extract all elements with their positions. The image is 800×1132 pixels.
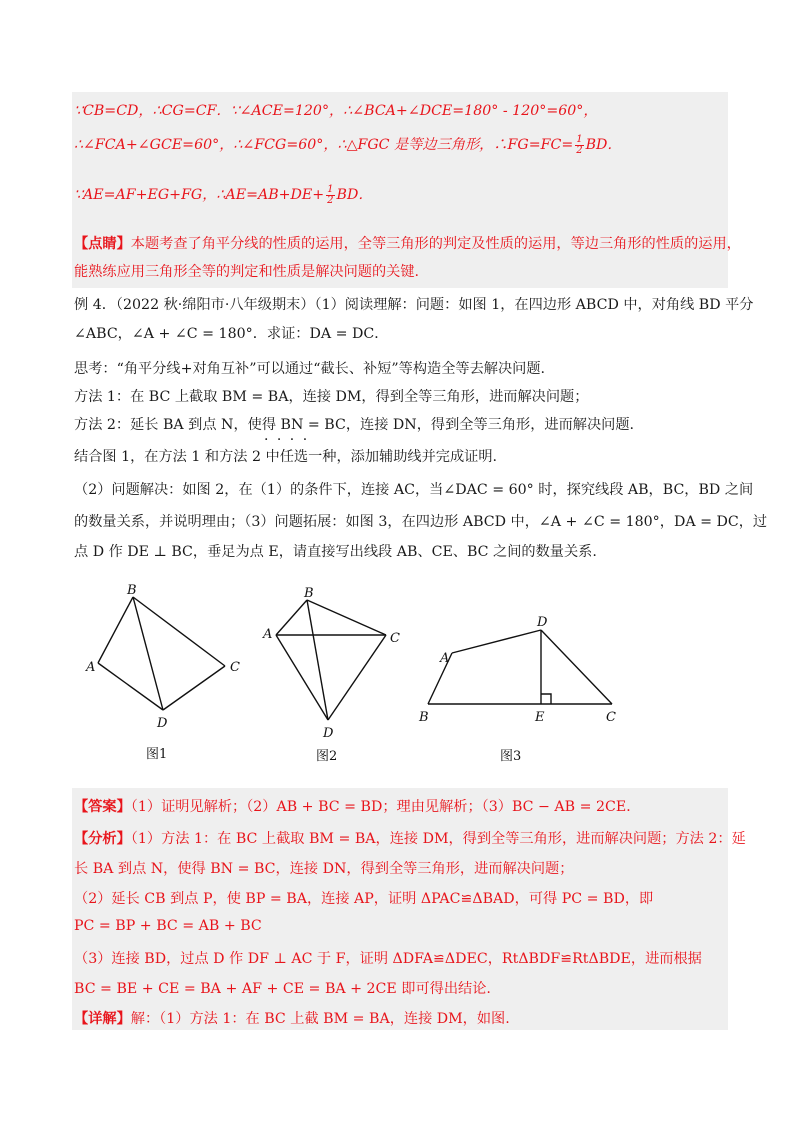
comment-line-2: 能熟练应用三角形全等的判定和性质是解决问题的关键. (74, 264, 420, 280)
top-line-2-text: ∴∠FCA+∠GCE=60°，∴∠FCG=60°，∴△FGC 是等边三角形，∴FG=FC= (74, 137, 574, 153)
analysis-line-4: PC = BP + BC = AB + BC (74, 918, 262, 934)
fig1-label-b: B (127, 583, 137, 598)
problem-line-8: 的数量关系，并说明理由；（3）问题拓展：如图 3，在四边形 ABCD 中，∠A + ∠C = 180°，DA = DC，过 (74, 514, 768, 530)
fig2-label-d: D (323, 726, 334, 741)
detail-text: 解：（1）方法 1：在 BC 上截 BM = BA，连接 DM，如图. (130, 1011, 510, 1027)
figure-3 (428, 630, 612, 704)
detail-label: 【详解】 (74, 1011, 131, 1027)
analysis-line-3: （2）延长 CB 到点 P，使 BP = BA，连接 AP，证明 ΔPAC≌ΔBAD，可得 PC = BD，即 (74, 891, 654, 907)
analysis-label: 【分析】 (74, 831, 131, 847)
fig3-caption: 图3 (500, 749, 522, 764)
analysis-line-2: 长 BA 到点 N，使得 BN = BC，连接 DN，得到全等三角形，进而解决问题； (74, 861, 574, 877)
top-line-3-text: ∵AE=AF+EG+FG，∴AE=AB+DE+ (74, 187, 325, 203)
fig3-label-c: C (606, 710, 616, 725)
comment-label: 【点睛】 (74, 236, 131, 252)
problem-line-9: 点 D 作 DE ⊥ BC，垂足为点 E，请直接写出线段 AB、CE、BC 之间的数量关系. (74, 544, 597, 560)
emphasis-dots: · · · · (264, 432, 310, 448)
fig2-label-c: C (390, 631, 400, 646)
fig3-label-d: D (537, 615, 548, 630)
analysis-line-6: BC = BE + CE = BA + AF + CE = BA + 2CE 即可得出结论. (74, 981, 491, 997)
answer-label: 【答案】 (74, 799, 131, 815)
fig2-caption: 图2 (316, 749, 338, 764)
problem-line-5: 方法 2：延长 BA 到点 N，使得 BN = BC，连接 DN，得到全等三角形，进而解决问题. (74, 417, 635, 433)
figures-svg (0, 580, 800, 780)
comment-line-1 (74, 233, 741, 253)
top-line-2-end: BD． (585, 137, 622, 153)
fraction-half: $\frac{1}{2}$ (576, 133, 583, 156)
problem-line-7: （2）问题解决：如图 2，在（1）的条件下，连接 AC，当∠DAC = 60° 时，探究线段 AB，BC，BD 之间 (74, 482, 754, 498)
top-line-3-end: BD． (336, 187, 373, 203)
analysis-line-5: （3）连接 BD，过点 D 作 DF ⊥ AC 于 F，证明 ΔDFA≌ΔDEC，RtΔBDF≌RtΔBDE，进而根据 (74, 951, 702, 967)
fig1-label-c: C (230, 660, 240, 675)
problem-line-3: 思考：“角平分线+对角互补”可以通过“截长、补短”等构造全等去解决问题. (74, 361, 546, 377)
fig3-label-a: A (440, 651, 450, 666)
detail-line (74, 1008, 510, 1028)
top-line-2 (74, 134, 622, 156)
fig3-label-b: B (419, 710, 429, 725)
answer-line (74, 796, 640, 816)
fig1-caption: 图1 (146, 747, 168, 762)
top-line-3 (74, 184, 373, 206)
figure-1 (98, 597, 225, 710)
problem-line-2: ∠ABC，∠A + ∠C = 180°．求证：DA = DC． (74, 326, 389, 342)
answer-text: （1）证明见解析；（2）AB + BC = BD；理由见解析；（3）BC − AB = 2CE． (130, 799, 641, 815)
fig2-label-a: A (263, 627, 273, 642)
fig3-label-e: E (535, 710, 545, 725)
problem-line-6: 结合图 1，在方法 1 和方法 2 中任选一种，添加辅助线并完成证明. (74, 449, 498, 465)
problem-line-1: 例 4．（2022 秋·绵阳市·八年级期末）（1）阅读理解：问题：如图 1，在四边形 ABCD 中，对角线 BD 平分 (74, 297, 754, 313)
figure-2 (276, 600, 386, 720)
top-line-1: ∵CB=CD，∴CG=CF．∵∠ACE=120°，∴∠BCA+∠DCE=180° - 120°=60°， (74, 103, 598, 119)
fig2-label-b: B (304, 586, 314, 601)
fig1-label-a: A (86, 660, 96, 675)
problem-line-4: 方法 1：在 BC 上截取 BM = BA，连接 DM，得到全等三角形，进而解决问题； (74, 389, 589, 405)
comment-text-1: 本题考查了角平分线的性质的运用，全等三角形的判定及性质的运用，等边三角形的性质的运用， (130, 236, 741, 252)
fraction-half-2: $\frac{1}{2}$ (327, 183, 334, 206)
fig1-label-d: D (157, 716, 168, 731)
analysis-text-1: （1）方法 1：在 BC 上截取 BM = BA，连接 DM，得到全等三角形，进而解决问题；方法 2：延 (130, 831, 746, 847)
analysis-line-1 (74, 828, 746, 848)
